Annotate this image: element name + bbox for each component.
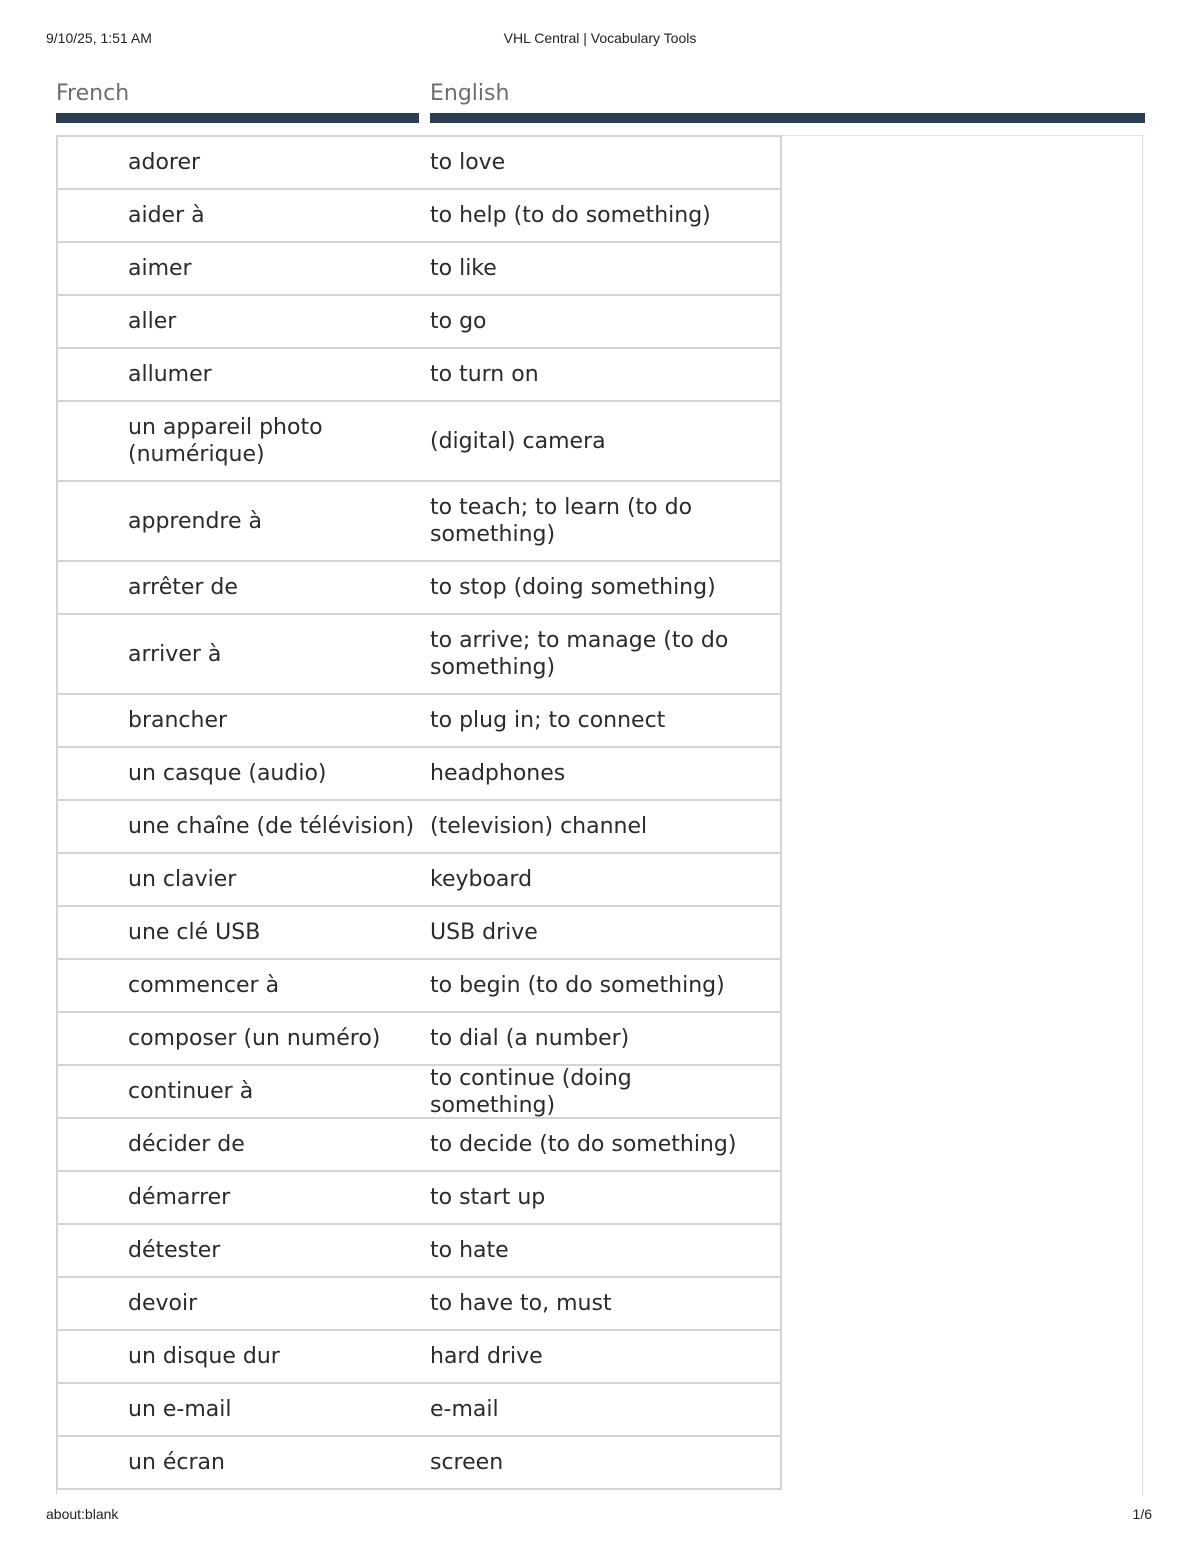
english-translation: e-mail <box>430 1397 499 1422</box>
french-term: allumer <box>128 362 212 387</box>
french-term: un écran <box>128 1450 225 1475</box>
french-term: adorer <box>128 150 201 175</box>
table-row[interactable] <box>58 243 780 296</box>
english-translation: to go <box>430 309 487 334</box>
french-term: décider de <box>128 1132 245 1157</box>
french-term: aller <box>128 309 177 334</box>
table-row[interactable] <box>58 1013 780 1066</box>
column-headers <box>56 80 1145 126</box>
table-row[interactable] <box>58 854 780 907</box>
french-term: commencer à <box>128 973 280 998</box>
french-term: un appareil photo (numérique) <box>128 415 323 467</box>
english-translation: to stop (doing something) <box>430 575 716 600</box>
english-translation: to have to, must <box>430 1291 612 1316</box>
table-row[interactable] <box>58 1172 780 1225</box>
english-translation: keyboard <box>430 867 533 892</box>
english-translation: to plug in; to connect <box>430 708 666 733</box>
table-row[interactable] <box>58 695 780 748</box>
english-translation: hard drive <box>430 1344 543 1369</box>
french-term: apprendre à <box>128 508 262 534</box>
print-date: 9/10/25, 1:51 AM <box>46 30 152 46</box>
column-header-french-bar <box>56 113 419 123</box>
french-term: brancher <box>128 708 228 733</box>
print-header <box>46 30 1154 48</box>
english-translation: screen <box>430 1450 504 1475</box>
column-header-english[interactable] <box>430 80 1145 126</box>
table-row[interactable] <box>58 1331 780 1384</box>
english-translation: (television) channel <box>430 814 648 839</box>
table-row[interactable] <box>58 349 780 402</box>
column-header-english-label: English <box>430 81 510 106</box>
english-translation: to hate <box>430 1238 509 1263</box>
table-row[interactable] <box>58 748 780 801</box>
french-term: un casque (audio) <box>128 761 327 786</box>
english-translation: to turn on <box>430 362 539 387</box>
table-row[interactable] <box>58 1437 780 1490</box>
english-translation: (digital) camera <box>430 428 606 454</box>
column-header-french[interactable] <box>56 80 419 126</box>
table-row[interactable] <box>58 1119 780 1172</box>
column-header-french-label: French <box>56 81 130 106</box>
table-row[interactable] <box>58 1278 780 1331</box>
french-term: une chaîne (de télévision) <box>128 814 415 839</box>
table-row[interactable] <box>58 615 780 695</box>
english-translation: headphones <box>430 761 566 786</box>
table-row[interactable] <box>58 190 780 243</box>
table-row[interactable] <box>58 1225 780 1278</box>
french-term: continuer à <box>128 1079 254 1104</box>
column-header-english-bar <box>430 113 1145 123</box>
english-translation: to decide (to do something) <box>430 1132 737 1157</box>
vocabulary-table <box>56 135 782 1490</box>
print-url: about:blank <box>46 1506 119 1522</box>
table-row[interactable] <box>58 562 780 615</box>
table-row[interactable] <box>58 137 780 190</box>
english-translation: to help (to do something) <box>430 203 711 228</box>
english-translation: to dial (a number) <box>430 1026 630 1051</box>
french-term: aider à <box>128 203 205 228</box>
table-row[interactable] <box>58 296 780 349</box>
french-term: un disque dur <box>128 1344 280 1369</box>
table-row[interactable] <box>58 960 780 1013</box>
english-translation: to start up <box>430 1185 546 1210</box>
english-translation: to love <box>430 150 506 175</box>
french-term: devoir <box>128 1291 198 1316</box>
table-row[interactable] <box>58 482 780 562</box>
english-translation: to teach; to learn (to do something) <box>430 495 693 547</box>
table-row[interactable] <box>58 907 780 960</box>
table-row[interactable] <box>58 1384 780 1437</box>
english-translation: USB drive <box>430 920 538 945</box>
table-row[interactable] <box>58 801 780 854</box>
english-translation: to continue (doing something) <box>430 1065 632 1118</box>
print-page-title: VHL Central | Vocabulary Tools <box>503 30 697 46</box>
french-term: arriver à <box>128 641 222 667</box>
french-term: détester <box>128 1238 221 1263</box>
print-footer <box>46 1506 1152 1524</box>
french-term: aimer <box>128 256 192 281</box>
table-row[interactable] <box>58 1066 780 1119</box>
english-translation: to like <box>430 256 497 281</box>
page-number: 1/6 <box>1132 1506 1152 1522</box>
french-term: composer (un numéro) <box>128 1026 381 1051</box>
french-term: un e-mail <box>128 1397 232 1422</box>
table-row[interactable] <box>58 402 780 482</box>
french-term: arrêter de <box>128 575 238 600</box>
french-term: démarrer <box>128 1185 231 1210</box>
english-translation: to arrive; to manage (to do something) <box>430 628 729 680</box>
french-term: un clavier <box>128 867 237 892</box>
english-translation: to begin (to do something) <box>430 973 725 998</box>
french-term: une clé USB <box>128 920 261 945</box>
